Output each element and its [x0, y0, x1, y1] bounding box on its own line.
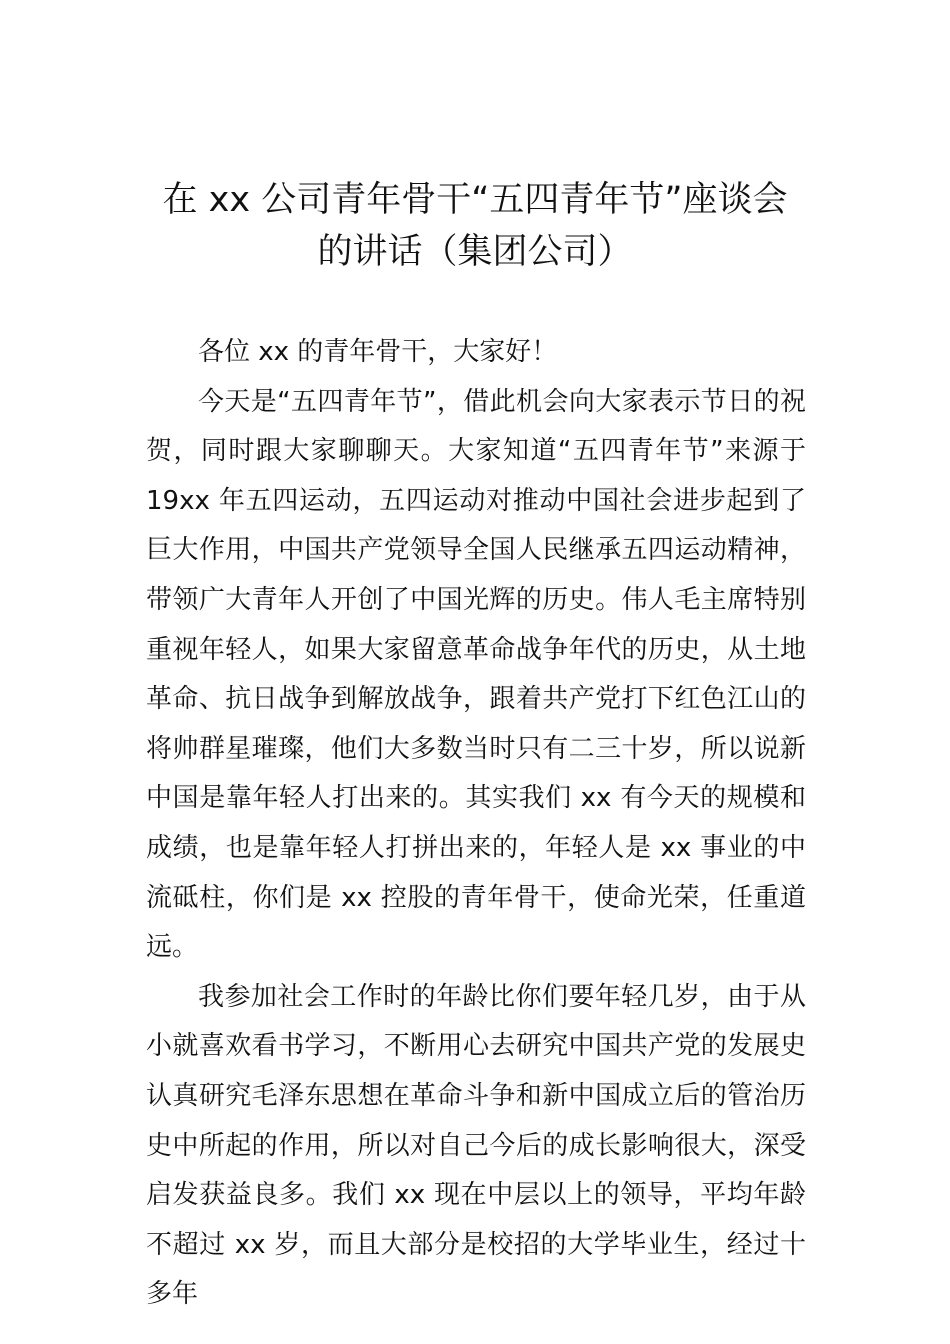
paragraph-greeting: 各位 xx 的青年骨干，大家好！ [198, 337, 558, 367]
title-line-2: 的讲话（集团公司） [317, 232, 633, 272]
paragraph-2: 今天是“五四青年节”，借此机会向大家表示节日的祝贺，同时跟大家聊聊天。大家知道“五四青年节”来源于 19xx 年五四运动，五四运动对推动中国社会进步起到了巨大作用，中国共产党领导全国人民继承五四运动精神，带领广大青年人开创了中国光辉的历史。伟人毛主席特别重视年轻人，如果大家留意革命战争年代的历史，从土地革命、抗日战争到解放战争，跟着共产党打下红色江山的将帅群星璀璨，他们大多数当时只有二三十岁，所以说新中国是靠年轻人打出来的。其实我们 xx 有今天的规模和成绩，也是靠年轻人打拼出来的，年轻人是 xx 事业的中流砥柱，你们是 xx 控股的青年骨干，使命光荣，任重道远。 [146, 386, 806, 963]
paragraph-3: 我参加社会工作时的年龄比你们要年轻几岁，由于从小就喜欢看书学习，不断用心去研究中国共产党的发展史认真研究毛泽东思想在革命斗争和新中国成立后的管治历史中所起的作用，所以对自己今后的成长影响很大，深受启发获益良多。我们 xx 现在中层以上的领导，平均年龄不超过 xx 岁，而且大部分是校招的大学毕业生，经过十多年 [146, 981, 806, 1310]
title-line-1: 在 xx 公司青年骨干“五四青年节”座谈会 [162, 180, 788, 220]
document-title [120, 174, 830, 278]
document-body [146, 328, 806, 1320]
